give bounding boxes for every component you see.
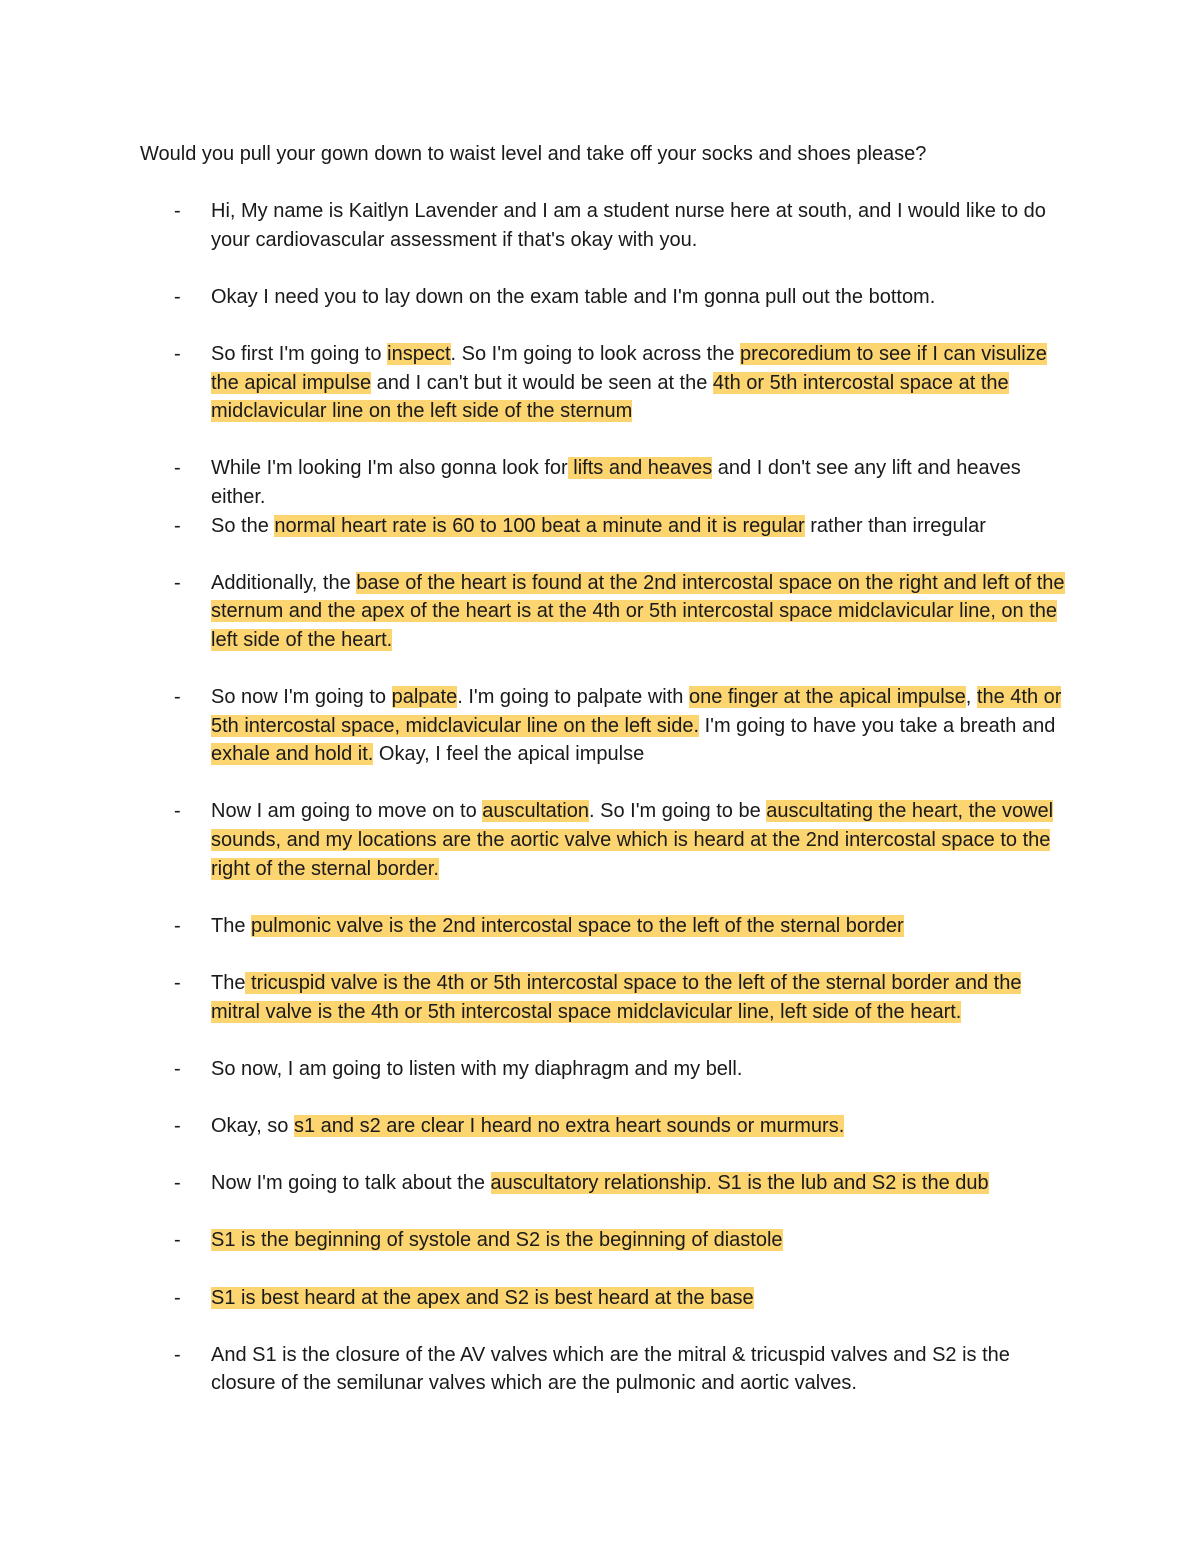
bullet-dash: - — [174, 914, 181, 937]
list-item — [0, 1226, 1200, 1255]
text-segment: The — [211, 972, 246, 995]
bullet-dash: - — [174, 200, 181, 222]
list-item-text — [211, 683, 1070, 769]
bullet-dash: - — [174, 800, 181, 823]
highlighted-text: palpate — [391, 686, 458, 709]
text-segment: Okay I need you to lay down on the exam table and I'm gonna pull out the bottom. — [211, 285, 936, 308]
text-segment: Hi, My name is Kaitlyn Lavender and I am a student nurse here at south, and I would like to do your cardiovascular assessment if that's okay with you. — [211, 200, 1046, 251]
list-item — [0, 912, 1200, 941]
script-list — [0, 197, 1200, 1398]
highlighted-text: S1 is the beginning of systole and S2 is the beginning of diastole — [211, 1229, 783, 1252]
list-item-text — [211, 454, 1070, 511]
list-item-text — [211, 512, 1070, 541]
highlighted-text: exhale and hold it. — [211, 743, 374, 766]
text-segment: While I'm looking I'm also gonna look for — [211, 457, 568, 480]
bullet-dash: - — [174, 686, 181, 709]
bullet-dash: - — [174, 285, 181, 308]
text-segment: and I don't see any lift and heaves either. — [211, 457, 1021, 508]
highlighted-text: the 4th or 5th intercostal space, midclavicular line on the left side. — [211, 686, 1062, 737]
highlighted-text: 4th or 5th intercostal space at the midclavicular line on the left side of the sternum — [211, 371, 1009, 423]
list-item — [0, 454, 1200, 511]
highlighted-text: S1 is best heard at the apex and S2 is best heard at the base — [211, 1286, 754, 1309]
text-segment: Additionally, the — [211, 571, 357, 594]
text-segment: So now I'm going to — [211, 686, 392, 709]
list-item-text — [211, 283, 1070, 312]
text-segment: Okay, I feel the apical impulse — [373, 743, 645, 766]
highlighted-text: auscultatory relationship. S1 is the lub and S2 is the dub — [490, 1172, 989, 1195]
text-segment: . I'm going to palpate with — [457, 686, 689, 709]
bullet-dash: - — [174, 1286, 181, 1309]
list-item — [0, 340, 1200, 426]
list-item-text — [211, 1112, 1070, 1141]
list-item-text — [211, 1284, 1070, 1313]
highlighted-text: one finger at the apical impulse — [688, 686, 966, 709]
list-item — [0, 1055, 1200, 1084]
highlighted-text: inspect — [387, 342, 451, 365]
highlighted-text: tricuspid valve is the 4th or 5th intercostal space to the left of the sternal border and the mitral valve is the 4th or 5th intercostal space midclavicular line, left side of the heart. — [211, 972, 1022, 1023]
text-segment: So first I'm going to — [211, 342, 388, 365]
list-item-text — [211, 1226, 1070, 1255]
text-segment: . So I'm going to be — [589, 800, 767, 823]
highlighted-text: pulmonic valve is the 2nd intercostal space to the left of the sternal border — [251, 914, 904, 937]
list-item-text — [211, 1341, 1070, 1398]
text-segment: So now, I am going to listen with my diaphragm and my bell. — [211, 1057, 743, 1080]
list-item — [0, 1284, 1200, 1313]
text-segment: , — [965, 686, 977, 709]
list-item — [0, 1112, 1200, 1141]
list-item — [0, 969, 1200, 1026]
highlighted-text: lifts and heaves — [567, 457, 713, 480]
text-segment: So the — [211, 514, 275, 537]
highlighted-text: precoredium to see if I can visulize the apical impulse — [211, 342, 1047, 394]
list-item-text — [211, 969, 1070, 1026]
bullet-dash: - — [174, 1057, 181, 1080]
text-segment: And S1 is the closure of the AV valves which are the mitral & tricuspid valves and S2 is the closure of the semilunar valves which are the pulmonic and aortic valves. — [211, 1343, 1010, 1395]
bullet-dash: - — [174, 571, 181, 594]
list-item — [0, 512, 1200, 541]
bullet-dash: - — [174, 457, 181, 480]
bullet-dash: - — [174, 342, 181, 365]
text-segment: Okay, so — [211, 1115, 294, 1137]
bullet-dash: - — [174, 1115, 181, 1137]
text-segment: rather than irregular — [804, 514, 986, 537]
list-item — [0, 1341, 1200, 1398]
highlighted-text: auscultation — [482, 800, 589, 823]
text-segment: The — [211, 914, 252, 937]
list-item — [0, 283, 1200, 312]
intro-question: Would you pull your gown down to waist level and take off your socks and shoes please? — [140, 143, 927, 165]
list-item-text — [211, 797, 1070, 883]
list-item-text — [211, 1169, 1070, 1198]
list-item — [0, 683, 1200, 769]
list-item — [0, 1169, 1200, 1198]
list-item-text — [211, 1055, 1070, 1084]
list-item — [0, 797, 1200, 883]
list-item-text — [211, 340, 1070, 426]
bullet-dash: - — [174, 972, 181, 995]
list-item-text — [211, 569, 1070, 655]
text-segment: Now I am going to move on to — [211, 800, 483, 823]
text-segment: Now I'm going to talk about the — [211, 1172, 491, 1195]
list-item-text — [211, 912, 1070, 941]
bullet-dash: - — [174, 1229, 181, 1252]
text-segment: . So I'm going to look across the — [450, 342, 741, 365]
list-item — [0, 569, 1200, 655]
bullet-dash: - — [174, 514, 181, 537]
text-segment: I'm going to have you take a breath and — [699, 714, 1056, 737]
list-item — [0, 197, 1200, 254]
bullet-dash: - — [174, 1343, 181, 1366]
list-item-text — [211, 197, 1070, 254]
highlighted-text: base of the heart is found at the 2nd intercostal space on the right and left of the sternum and the apex of the heart is at the 4th or 5th intercostal space midclavicular line, on the left side of the heart. — [211, 571, 1065, 651]
highlighted-text: normal heart rate is 60 to 100 beat a minute and it is regular — [274, 514, 805, 537]
text-segment: and I can't but it would be seen at the — [371, 371, 713, 394]
bullet-dash: - — [174, 1172, 181, 1195]
highlighted-text: auscultating the heart, the vowel sounds, and my locations are the aortic valve which is heard at the 2nd intercostal space to the right of the sternal border. — [211, 800, 1054, 880]
highlighted-text: s1 and s2 are clear I heard no extra heart sounds or murmurs. — [294, 1115, 845, 1137]
